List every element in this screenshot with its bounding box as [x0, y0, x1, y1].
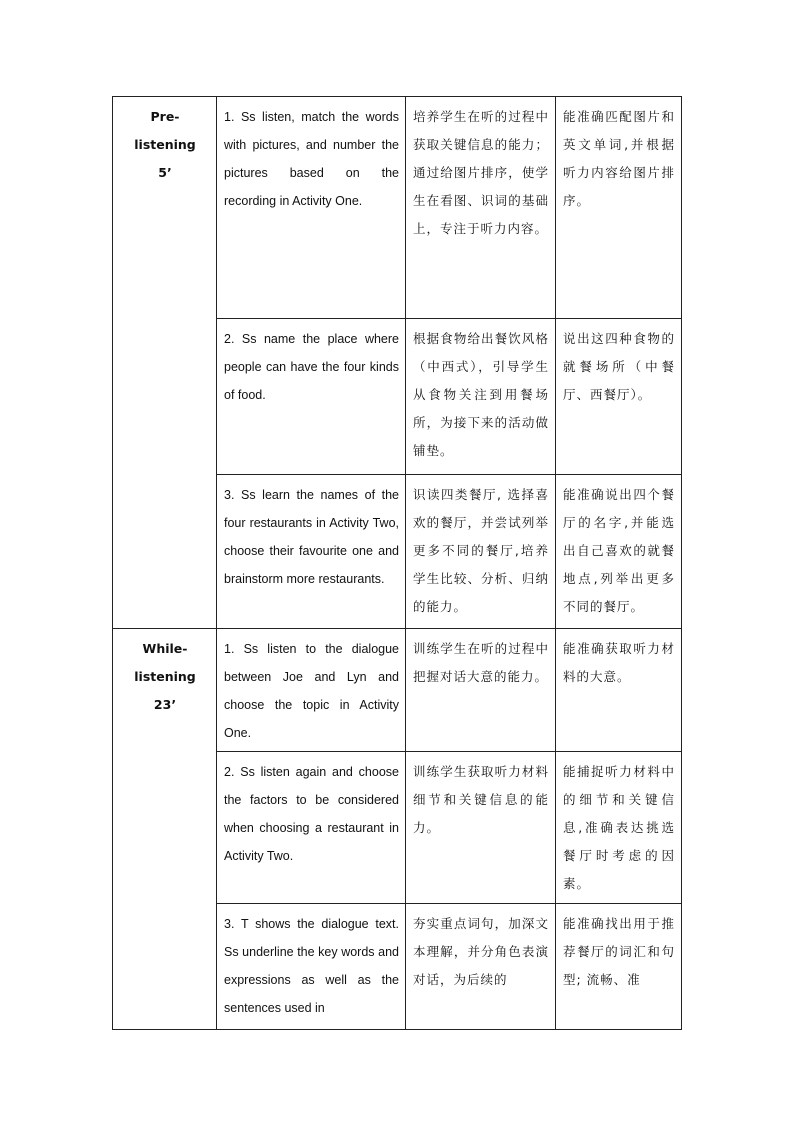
activity-outcome: 能准确获取听力材料的大意。 [556, 629, 682, 752]
lesson-plan-table [112, 96, 682, 1030]
activity-purpose: 识读四类餐厅, 选择喜欢的餐厅，并尝试列举更多不同的餐厅,培养学生比较、分析、归纳的能力。 [406, 475, 556, 629]
stage-duration: 5’ [158, 165, 172, 180]
activity-purpose: 培养学生在听的过程中获取关键信息的能力；通过给图片排序，使学生在看图、识词的基础上，专注于听力内容。 [406, 97, 556, 319]
activity-description: 1. Ss listen, match the words with pictures, and number the pictures based on the recording in Activity One. [217, 97, 406, 319]
stage-cell-pre-listening [113, 97, 217, 629]
stage-name: Pre-listening [134, 109, 196, 152]
table-row [113, 97, 682, 319]
activity-description: 3. T shows the dialogue text. Ss underline the key words and expressions as well as the sentences used in [217, 904, 406, 1030]
activity-purpose: 夯实重点词句，加深文本理解，并分角色表演对话，为后续的 [406, 904, 556, 1030]
activity-purpose: 根据食物给出餐饮风格（中西式），引导学生从食物关注到用餐场所，为接下来的活动做铺垫。 [406, 319, 556, 475]
activity-outcome: 说出这四种食物的就餐场所（中餐厅、西餐厅）。 [556, 319, 682, 475]
activity-outcome: 能准确匹配图片和英文单词,并根据听力内容给图片排序。 [556, 97, 682, 319]
stage-duration: 23’ [153, 697, 177, 712]
activity-purpose: 训练学生在听的过程中把握对话大意的能力。 [406, 629, 556, 752]
activity-outcome: 能捕捉听力材料中的细节和关键信息,准确表达挑选餐厅时考虑的因素。 [556, 752, 682, 904]
activity-description: 3. Ss learn the names of the four restaurants in Activity Two, choose their favourite one and brainstorm more restaurants. [217, 475, 406, 629]
activity-description: 2. Ss name the place where people can have the four kinds of food. [217, 319, 406, 475]
activity-outcome: 能准确找出用于推荐餐厅的词汇和句型; 流畅、准 [556, 904, 682, 1030]
table-row [113, 629, 682, 752]
stage-cell-while-listening [113, 629, 217, 1030]
stage-name-cont: listening [134, 669, 196, 684]
activity-outcome: 能准确说出四个餐厅的名字,并能选出自己喜欢的就餐地点,列举出更多不同的餐厅。 [556, 475, 682, 629]
activity-description: 1. Ss listen to the dialogue between Joe and Lyn and choose the topic in Activity One. [217, 629, 406, 752]
activity-description: 2. Ss listen again and choose the factors to be considered when choosing a restaurant in Activity Two. [217, 752, 406, 904]
activity-purpose: 训练学生获取听力材料细节和关键信息的能力。 [406, 752, 556, 904]
stage-name: While- [142, 641, 188, 656]
